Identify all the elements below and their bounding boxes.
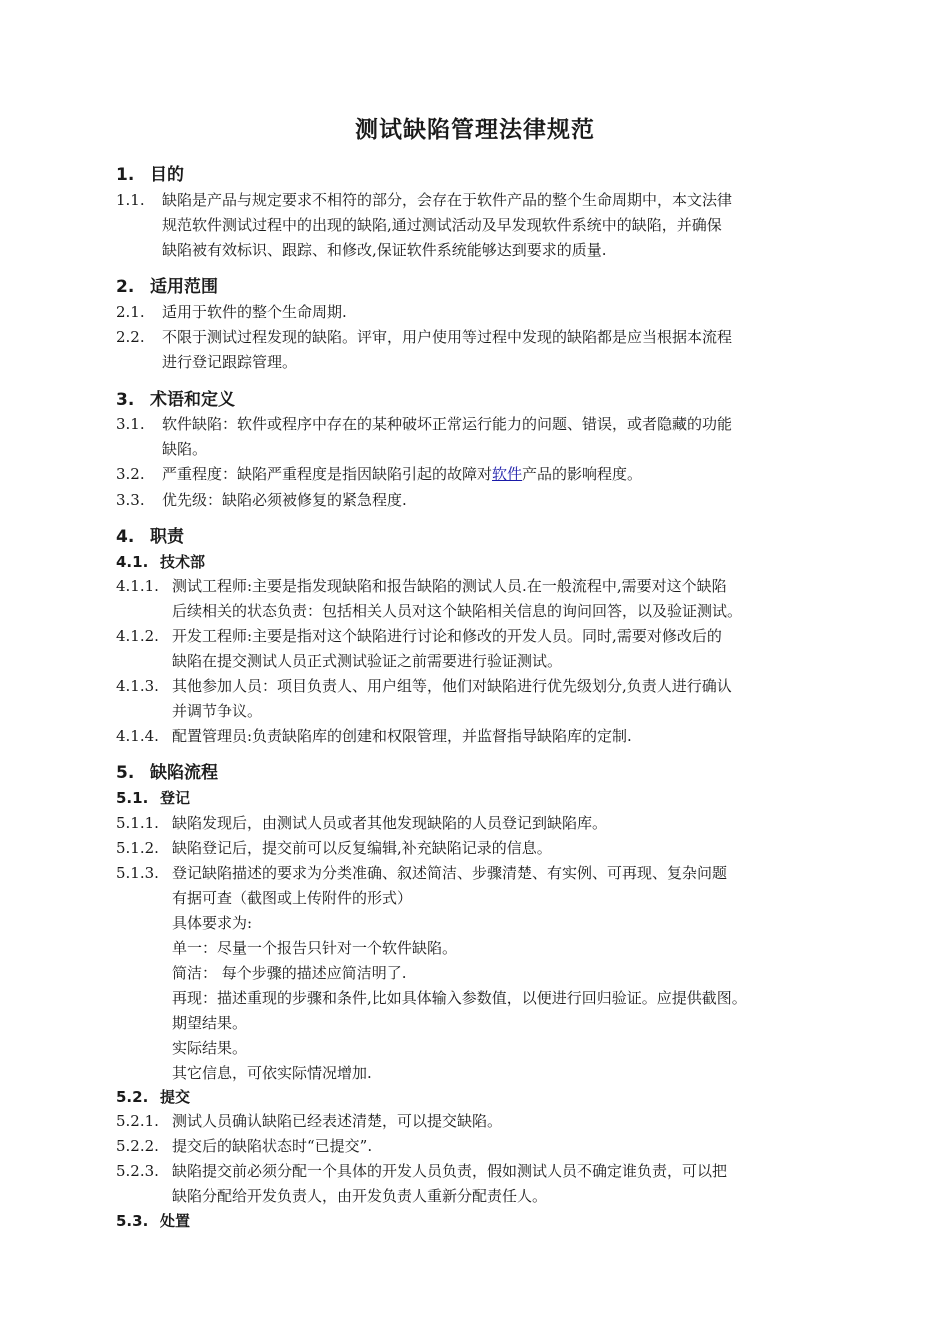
paragraph-1-1-line-2: 规范软件测试过程中的出现的缺陷,通过测试活动及早发现软件系统中的缺陷，并确保 — [162, 216, 722, 234]
subsection-title: 处置 — [160, 1212, 191, 1230]
paragraph-5-1-3-line-7: 期望结果。 — [172, 1014, 248, 1032]
section-2-heading — [116, 276, 416, 298]
paragraph-5-2-3-line-2: 缺陷分配给开发负责人，由开发负责人重新分配责任人。 — [172, 1187, 548, 1205]
paragraph-5-1-3-line-4: 单一：尽量一个报告只针对一个软件缺陷。 — [172, 939, 458, 957]
item-text: 开发工程师:主要是指对这个缺陷进行讨论和修改的开发人员。同时,需要对修改后的 — [172, 627, 722, 645]
section-number: 2. — [116, 277, 135, 297]
item-text: 登记缺陷描述的要求为分类准确、叙述简洁、步骤清楚、有实例、可再现、复杂问题 — [172, 864, 728, 882]
section-title: 术语和定义 — [150, 390, 235, 410]
paragraph-2-2 — [116, 326, 816, 348]
section-3-heading — [116, 389, 416, 411]
item-number: 4.1.2. — [116, 627, 159, 645]
paragraph-4-1-2-line-2: 缺陷在提交测试人员正式测试验证之前需要进行验证测试。 — [172, 652, 563, 670]
subsection-5-1-heading — [116, 787, 416, 809]
paragraph-3-1 — [116, 413, 816, 435]
item-text: 缺陷是产品与规定要求不相符的部分，会存在于软件产品的整个生命周期中，本文法律 — [162, 191, 733, 209]
section-title: 目的 — [150, 165, 184, 185]
item-text: 软件缺陷：软件或程序中存在的某种破坏正常运行能力的问题、错误，或者隐藏的功能 — [162, 415, 733, 433]
item-number: 5.1.1. — [116, 814, 159, 832]
paragraph-5-1-3-line-8: 实际结果。 — [172, 1039, 248, 1057]
subsection-number: 5.2. — [116, 1088, 149, 1106]
section-4-heading — [116, 526, 416, 548]
paragraph-2-2-line-2: 进行登记跟踪管理。 — [162, 353, 298, 371]
section-number: 5. — [116, 763, 135, 783]
paragraph-5-2-2 — [116, 1135, 816, 1157]
item-number: 4.1.3. — [116, 677, 159, 695]
subsection-5-3-heading — [116, 1210, 416, 1232]
paragraph-3-2 — [116, 463, 816, 485]
item-number: 5.2.2. — [116, 1137, 159, 1155]
item-number: 4.1.4. — [116, 727, 159, 745]
item-number: 2.2. — [116, 328, 145, 346]
item-number: 5.2.3. — [116, 1162, 159, 1180]
section-title: 适用范围 — [150, 277, 218, 297]
item-number: 4.1.1. — [116, 577, 159, 595]
paragraph-5-2-1 — [116, 1110, 816, 1132]
item-text: 提交后的缺陷状态时“已提交”. — [172, 1137, 373, 1155]
item-number: 2.1. — [116, 303, 145, 321]
document-title: 测试缺陷管理法律规范 — [355, 117, 595, 143]
paragraph-4-1-2 — [116, 625, 816, 647]
section-number: 1. — [116, 165, 135, 185]
item-number: 5.1.2. — [116, 839, 159, 857]
item-number: 3.1. — [116, 415, 145, 433]
paragraph-5-1-3-line-2: 有据可查（截图或上传附件的形式） — [172, 889, 413, 907]
item-text: 适用于软件的整个生命周期. — [162, 303, 347, 321]
text-before-link: 严重程度：缺陷严重程度是指因缺陷引起的故障对 — [162, 465, 493, 483]
section-number: 4. — [116, 527, 135, 547]
paragraph-4-1-3-line-2: 并调节争议。 — [172, 702, 263, 720]
text-after-link: 产品的影响程度。 — [522, 465, 643, 483]
item-text: 缺陷发现后，由测试人员或者其他发现缺陷的人员登记到缺陷库。 — [172, 814, 608, 832]
section-1-heading — [116, 164, 416, 186]
item-text: 测试工程师:主要是指发现缺陷和报告缺陷的测试人员.在一般流程中,需要对这个缺陷 — [172, 577, 727, 595]
paragraph-5-1-3-line-6: 再现：描述重现的步骤和条件,比如具体输入参数值，以便进行回归验证。应提供截图。 — [172, 989, 747, 1007]
paragraph-5-2-3 — [116, 1160, 816, 1182]
subsection-number: 4.1. — [116, 553, 149, 571]
subsection-title: 技术部 — [160, 553, 206, 571]
paragraph-1-1-line-3: 缺陷被有效标识、跟踪、和修改,保证软件系统能够达到要求的质量. — [162, 241, 607, 259]
paragraph-5-1-2 — [116, 837, 816, 859]
item-text: 优先级：缺陷必须被修复的紧急程度. — [162, 491, 407, 509]
paragraph-5-1-3-line-5: 简洁： 每个步骤的描述应简洁明了. — [172, 964, 407, 982]
section-number: 3. — [116, 390, 135, 410]
subsection-title: 登记 — [160, 789, 191, 807]
paragraph-3-1-line-2: 缺陷。 — [162, 440, 208, 458]
section-title: 缺陷流程 — [150, 763, 218, 783]
item-number: 1.1. — [116, 191, 145, 209]
item-text: 不限于测试过程发现的缺陷。评审，用户使用等过程中发现的缺陷都是应当根据本流程 — [162, 328, 733, 346]
software-link[interactable]: 软件 — [492, 465, 523, 483]
item-text: 其他参加人员：项目负责人、用户组等，他们对缺陷进行优先级划分,负责人进行确认 — [172, 677, 732, 695]
paragraph-4-1-3 — [116, 675, 816, 697]
paragraph-5-1-3 — [116, 862, 816, 884]
item-number: 3.2. — [116, 465, 145, 483]
paragraph-4-1-1-line-2: 后续相关的状态负责：包括相关人员对这个缺陷相关信息的询问回答，以及验证测试。 — [172, 602, 743, 620]
item-text — [162, 463, 642, 485]
paragraph-5-1-3-line-3: 具体要求为: — [172, 914, 253, 932]
paragraph-2-1 — [116, 301, 816, 323]
item-text: 缺陷登记后，提交前可以反复编辑,补充缺陷记录的信息。 — [172, 839, 552, 857]
subsection-4-1-heading — [116, 551, 416, 573]
subsection-title: 提交 — [160, 1088, 191, 1106]
paragraph-5-1-1 — [116, 812, 816, 834]
item-text: 配置管理员:负责缺陷库的创建和权限管理，并监督指导缺陷库的定制. — [172, 727, 632, 745]
item-number: 5.2.1. — [116, 1112, 159, 1130]
item-number: 3.3. — [116, 491, 145, 509]
section-title: 职责 — [150, 527, 184, 547]
paragraph-4-1-1 — [116, 575, 816, 597]
item-text: 测试人员确认缺陷已经表述清楚，可以提交缺陷。 — [172, 1112, 503, 1130]
subsection-number: 5.3. — [116, 1212, 149, 1230]
subsection-number: 5.1. — [116, 789, 149, 807]
paragraph-3-3 — [116, 489, 816, 511]
paragraph-1-1 — [116, 189, 816, 211]
subsection-5-2-heading — [116, 1086, 416, 1108]
item-text: 缺陷提交前必须分配一个具体的开发人员负责，假如测试人员不确定谁负责，可以把 — [172, 1162, 728, 1180]
paragraph-5-1-3-line-9: 其它信息，可依实际情况增加. — [172, 1064, 372, 1082]
section-5-heading — [116, 762, 416, 784]
item-number: 5.1.3. — [116, 864, 159, 882]
paragraph-4-1-4 — [116, 725, 816, 747]
